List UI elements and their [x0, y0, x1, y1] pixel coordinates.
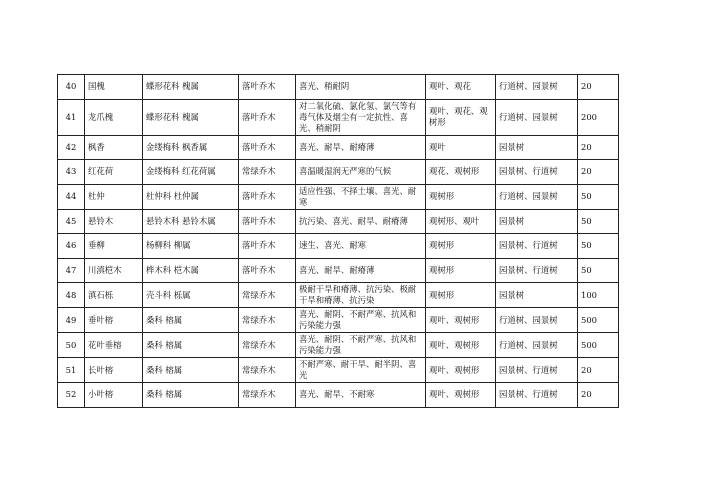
- table-row: [58, 234, 619, 259]
- plant-table: [57, 74, 619, 408]
- plant-habit: 适应性强、不择土壤、喜光、耐寒: [296, 184, 426, 209]
- plant-habit: 喜光、耐旱、耐瘠薄: [296, 135, 426, 160]
- plant-family: 壳斗科 栎属: [143, 283, 239, 308]
- plant-type: 常绿乔木: [239, 283, 296, 308]
- row-number: 44: [58, 184, 85, 209]
- plant-name: 悬铃木: [85, 209, 143, 234]
- plant-use: 园景树、行道树: [496, 383, 578, 408]
- plant-name: 枫香: [85, 135, 143, 160]
- row-number: 45: [58, 209, 85, 234]
- plant-name: 小叶榕: [85, 383, 143, 408]
- plant-family: 桑科 榕属: [143, 308, 239, 333]
- plant-family: 杜仲科 杜仲属: [143, 184, 239, 209]
- plant-name: 龙爪槐: [85, 99, 143, 135]
- plant-name: 杜仲: [85, 184, 143, 209]
- plant-quantity: 500: [578, 333, 619, 358]
- plant-name: 花叶垂榕: [85, 333, 143, 358]
- table-row: [58, 135, 619, 160]
- plant-ornamental: 观树形: [426, 283, 496, 308]
- table-row: [58, 358, 619, 383]
- plant-ornamental: 观叶、观树形: [426, 333, 496, 358]
- plant-ornamental: 观叶、观花、观树形: [426, 99, 496, 135]
- plant-habit: 极耐干旱和瘠薄、抗污染、极耐干旱和瘠薄、抗污染: [296, 283, 426, 308]
- plant-family: 悬铃木科 悬铃木属: [143, 209, 239, 234]
- plant-habit: 抗污染、喜光、耐旱、耐瘠薄: [296, 209, 426, 234]
- plant-quantity: 50: [578, 184, 619, 209]
- plant-family: 桑科 榕属: [143, 333, 239, 358]
- table-row: [58, 184, 619, 209]
- row-number: 48: [58, 283, 85, 308]
- plant-ornamental: 观叶: [426, 135, 496, 160]
- plant-quantity: 50: [578, 258, 619, 283]
- plant-habit: 喜光、耐阴、不耐严寒、抗风和污染能力强: [296, 333, 426, 358]
- plant-name: 川滇桤木: [85, 258, 143, 283]
- table-row: [58, 283, 619, 308]
- table-row: [58, 75, 619, 100]
- table-row: [58, 160, 619, 185]
- plant-habit: 喜光、耐旱、耐瘠薄: [296, 258, 426, 283]
- plant-ornamental: 观叶、观花: [426, 75, 496, 100]
- plant-use: 园景树、行道树: [496, 160, 578, 185]
- plant-habit: 速生、喜光、耐寒: [296, 234, 426, 259]
- plant-use: 行道树、园景树: [496, 75, 578, 100]
- plant-habit: 喜光、耐阴、不耐严寒、抗风和污染能力强: [296, 308, 426, 333]
- plant-ornamental: 观树形: [426, 258, 496, 283]
- plant-quantity: 20: [578, 75, 619, 100]
- plant-type: 落叶乔木: [239, 99, 296, 135]
- plant-use: 园景树、行道树: [496, 358, 578, 383]
- plant-name: 红花荷: [85, 160, 143, 185]
- plant-family: 蝶形花科 槐属: [143, 75, 239, 100]
- plant-habit: 对二氧化硫、氯化氢、氯气等有毒气体及烟尘有一定抗性、喜光、稍耐阴: [296, 99, 426, 135]
- plant-ornamental: 观叶、观树形: [426, 383, 496, 408]
- plant-type: 常绿乔木: [239, 383, 296, 408]
- plant-type: 落叶乔木: [239, 184, 296, 209]
- plant-ornamental: 观叶、观树形: [426, 308, 496, 333]
- plant-type: 落叶乔木: [239, 258, 296, 283]
- plant-quantity: 20: [578, 135, 619, 160]
- plant-use: 行道树、园景树: [496, 308, 578, 333]
- plant-name: 垂叶榕: [85, 308, 143, 333]
- plant-ornamental: 观树形、观叶: [426, 209, 496, 234]
- row-number: 43: [58, 160, 85, 185]
- plant-type: 常绿乔木: [239, 333, 296, 358]
- plant-family: 杨柳科 柳属: [143, 234, 239, 259]
- plant-type: 常绿乔木: [239, 160, 296, 185]
- plant-quantity: 20: [578, 160, 619, 185]
- plant-use: 园景树、行道树: [496, 234, 578, 259]
- plant-quantity: 50: [578, 234, 619, 259]
- plant-ornamental: 观叶、观树形: [426, 358, 496, 383]
- table-row: [58, 209, 619, 234]
- plant-family: 蝶形花科 槐属: [143, 99, 239, 135]
- plant-habit: 喜温暖湿润无严寒的气候: [296, 160, 426, 185]
- plant-ornamental: 观花、观树形: [426, 160, 496, 185]
- row-number: 41: [58, 99, 85, 135]
- plant-use: 园景树: [496, 135, 578, 160]
- plant-name: 滇石栎: [85, 283, 143, 308]
- plant-quantity: 50: [578, 209, 619, 234]
- plant-family: 桦木科 桤木属: [143, 258, 239, 283]
- row-number: 42: [58, 135, 85, 160]
- row-number: 49: [58, 308, 85, 333]
- plant-name: 垂柳: [85, 234, 143, 259]
- table-row: [58, 308, 619, 333]
- row-number: 51: [58, 358, 85, 383]
- plant-family: 金缕梅科 枫香属: [143, 135, 239, 160]
- plant-name: 长叶榕: [85, 358, 143, 383]
- row-number: 40: [58, 75, 85, 100]
- plant-ornamental: 观树形: [426, 184, 496, 209]
- plant-name: 国槐: [85, 75, 143, 100]
- plant-family: 桑科 榕属: [143, 383, 239, 408]
- plant-use: 行道树、园景树: [496, 99, 578, 135]
- plant-quantity: 200: [578, 99, 619, 135]
- table-row: [58, 258, 619, 283]
- table-row: [58, 99, 619, 135]
- row-number: 46: [58, 234, 85, 259]
- row-number: 52: [58, 383, 85, 408]
- plant-habit: 喜光、耐旱、不耐寒: [296, 383, 426, 408]
- plant-use: 园景树: [496, 283, 578, 308]
- plant-type: 常绿乔木: [239, 358, 296, 383]
- plant-type: 落叶乔木: [239, 234, 296, 259]
- plant-use: 行道树、园景树: [496, 184, 578, 209]
- row-number: 50: [58, 333, 85, 358]
- plant-ornamental: 观树形: [426, 234, 496, 259]
- plant-habit: 不耐严寒、耐干旱、耐半阴、喜光: [296, 358, 426, 383]
- plant-type: 落叶乔木: [239, 209, 296, 234]
- plant-habit: 喜光、稍耐阴: [296, 75, 426, 100]
- plant-use: 行道树、园景树: [496, 333, 578, 358]
- plant-family: 桑科 榕属: [143, 358, 239, 383]
- plant-type: 落叶乔木: [239, 75, 296, 100]
- plant-family: 金缕梅科 红花荷属: [143, 160, 239, 185]
- table-row: [58, 383, 619, 408]
- row-number: 47: [58, 258, 85, 283]
- table-row: [58, 333, 619, 358]
- plant-quantity: 500: [578, 308, 619, 333]
- plant-use: 园景树、行道树: [496, 258, 578, 283]
- plant-quantity: 20: [578, 383, 619, 408]
- plant-quantity: 100: [578, 283, 619, 308]
- plant-type: 落叶乔木: [239, 135, 296, 160]
- plant-quantity: 20: [578, 358, 619, 383]
- plant-use: 园景树: [496, 209, 578, 234]
- plant-type: 常绿乔木: [239, 308, 296, 333]
